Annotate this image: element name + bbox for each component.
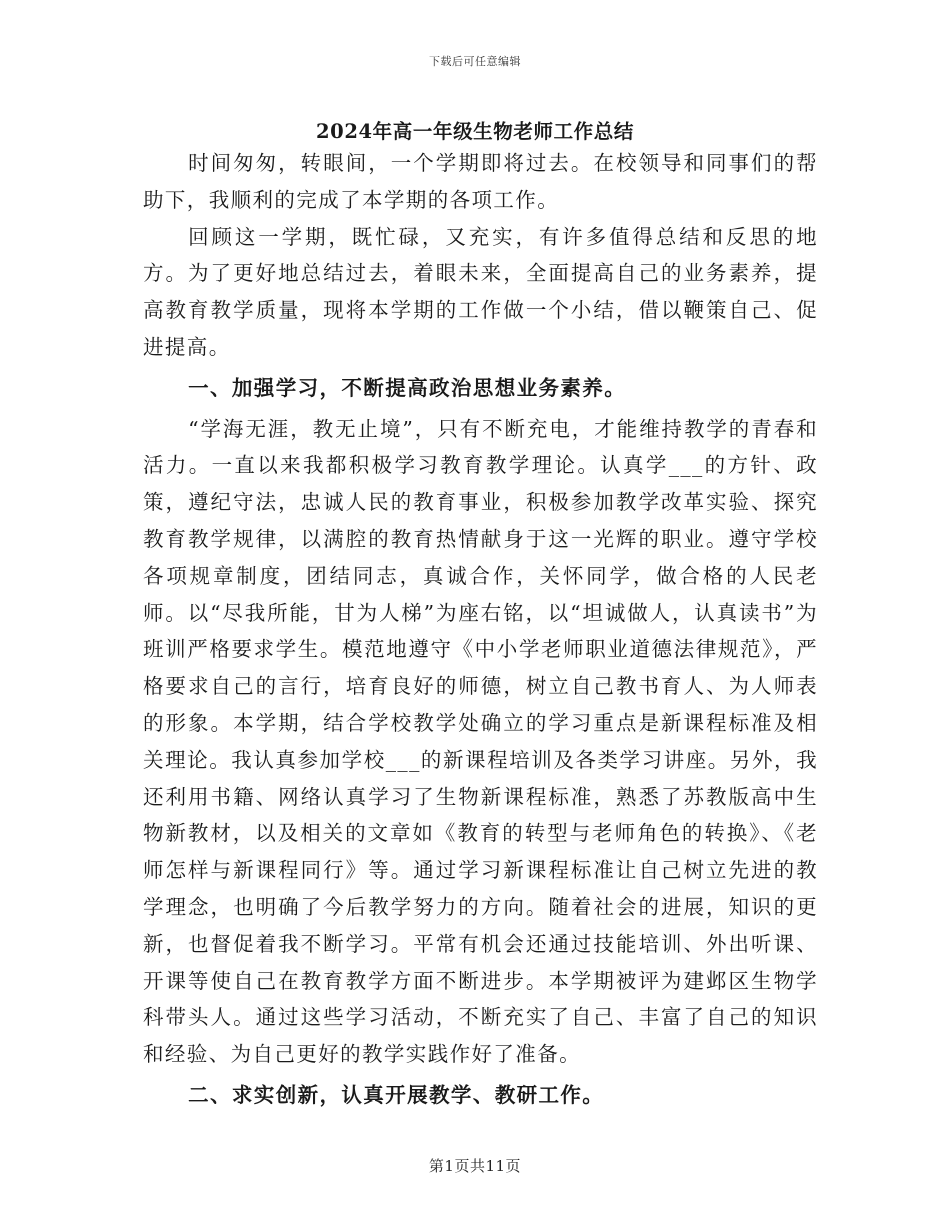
document-body <box>143 145 818 1118</box>
intro-paragraph: 时间匆匆，转眼间，一个学期即将过去。在校领导和同事们的帮助下，我顺利的完成了本学期的各项工作。 <box>143 151 818 212</box>
section-2-heading: 二、求实创新，认真开展教学、教研工作。 <box>188 1082 605 1107</box>
section-1-body: “学海无涯，教无止境”，只有不断充电，才能维持教学的青春和活力。一直以来我都积极学习教育教学理论。认真学___的方针、政策，遵纪守法，忠诚人民的教育事业，积极参加教学改革实验、探究教育教学规律，以满腔的教育热情献身于这一光辉的职业。遵守学校各项规章制度，团结同志，真诚合作，关怀同学，做合格的人民老师。以“尽我所能，甘为人梯”为座右铭，以“坦诚做人，认真读书”为班训严格要求学生。模范地遵守《中小学老师职业道德法律规范》，严格要求自己的言行，培育良好的师德，树立自己教书育人、为人师表的形象。本学期，结合学校教学处确立的学习重点是新课程标准及相关理论。我认真参加学校___的新课程培训及各类学习讲座。另外，我还利用书籍、网络认真学习了生物新课程标准，熟悉了苏教版高中生物新教材，以及相关的文章如《教育的转型与老师角色的转换》、《老师怎样与新课程同行》等。通过学习新课程标准让自己树立先进的教学理念，也明确了今后教学努力的方向。随着社会的进展，知识的更新，也督促着我不断学习。平常有机会还通过技能培训、外出听课、开课等使自己在教育教学方面不断进步。本学期被评为建邺区生物学科带头人。通过这些学习活动，不断充实了自己、丰富了自己的知识和经验、为自己更好的教学实践作好了准备。 <box>143 416 818 1067</box>
document-title: 2024年高一年级生物老师工作总结 <box>316 120 634 143</box>
review-paragraph: 回顾这一学期，既忙碌，又充实，有许多值得总结和反思的地方。为了更好地总结过去，着眼未来，全面提高自己的业务素养，提高教育教学质量，现将本学期的工作做一个小结，借以鞭策自己、促进提高。 <box>143 224 818 359</box>
section-1-heading: 一、加强学习，不断提高政治思想业务素养。 <box>188 375 627 400</box>
page-number-footer: 第1页共11页 <box>428 1157 522 1175</box>
page-header-note: 下载后可任意编辑 <box>429 55 521 68</box>
